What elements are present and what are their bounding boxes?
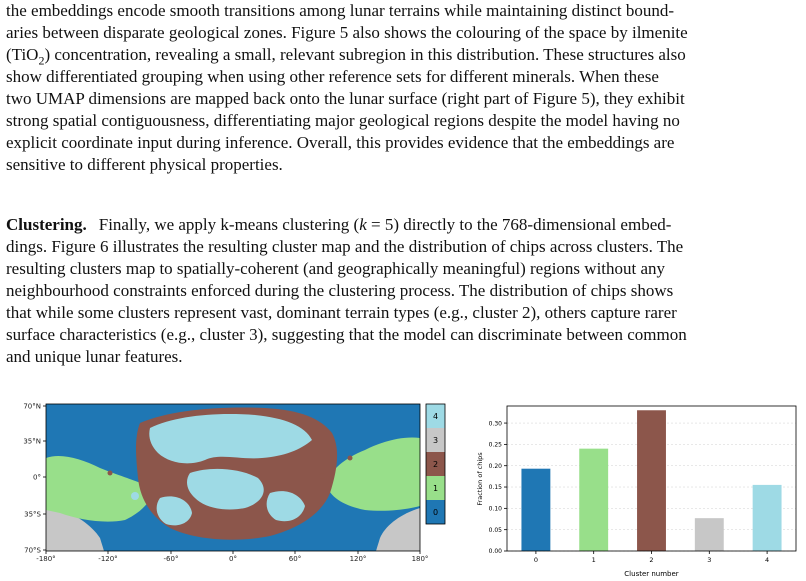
colorbar-label: 1: [432, 484, 439, 493]
lat-tick-label: 70°S: [24, 546, 41, 555]
colorbar-label: 3: [432, 436, 439, 445]
y-tick-label: 0.30: [488, 420, 502, 428]
text-line: show differentiated grouping when using other reference sets for different minerals. When these: [6, 67, 659, 86]
cluster-map: [46, 404, 420, 551]
lat-tick-label: 0°: [33, 473, 41, 482]
paragraph-clustering: [6, 214, 798, 368]
x-tick-label: 3: [707, 556, 712, 564]
text-line: explicit coordinate input during inference. Overall, this provides evidence that the embeddings are: [6, 133, 675, 152]
colorbar-label: 0: [432, 508, 439, 517]
x-tick-label: 2: [649, 556, 654, 564]
x-tick-label: 0: [533, 556, 538, 564]
lon-tick-label: 60°: [288, 555, 302, 563]
tio2-subscript: 2: [38, 53, 45, 68]
y-tick-label: 0.10: [488, 505, 502, 513]
y-tick-label: 0.00: [488, 548, 502, 556]
text-line: two UMAP dimensions are mapped back onto the lunar surface (right part of Figure 5), they exhibit: [6, 89, 685, 108]
cluster-colorbar: [426, 404, 445, 524]
tio2-prefix: (TiO: [6, 45, 39, 64]
text-line: sensitive to different physical properties.: [6, 155, 283, 174]
y-tick-label: 0.05: [488, 526, 502, 534]
text-line: aries between disparate geological zones. Figure 5 also shows the colouring of the space by ilmenite: [6, 23, 688, 42]
y-axis-label: Fraction of chips: [476, 452, 484, 506]
bar-cluster-4: [753, 485, 782, 551]
text-fragment: ) concentration, revealing a small, relevant subregion in this distribution. These structures also: [44, 45, 686, 64]
lon-axis: [36, 551, 428, 563]
crater-patch: [108, 471, 113, 476]
text-line: dings. Figure 6 illustrates the resulting cluster map and the distribution of chips across clusters. The: [6, 237, 684, 256]
math-k: k: [359, 215, 367, 234]
clustering-heading: Clustering.: [6, 215, 87, 234]
lon-tick-label: -180°: [36, 555, 56, 563]
lon-tick-label: 120°: [349, 555, 367, 563]
cluster-distribution-chart: [472, 398, 806, 581]
bar-cluster-0: [521, 469, 550, 551]
y-tick-label: 0.25: [488, 441, 502, 449]
lon-tick-label: -120°: [98, 555, 118, 563]
text-line: and unique lunar features.: [6, 347, 183, 366]
crater-patch: [131, 492, 139, 500]
lat-axis: [23, 403, 46, 555]
text-line: [6, 214, 798, 236]
bar-cluster-3: [695, 518, 724, 551]
crater-patch: [319, 473, 325, 479]
text-fragment: Finally, we apply k-means clustering (: [98, 215, 360, 234]
x-axis-label: Cluster number: [624, 570, 679, 578]
text-line: the embeddings encode smooth transitions among lunar terrains while maintaining distinct bound-: [6, 1, 675, 20]
lat-tick-label: 35°S: [24, 510, 41, 519]
y-axis: [489, 420, 507, 555]
text-line: that while some clusters represent vast, dominant terrain types (e.g., cluster 2), others capture rarer: [6, 303, 677, 322]
crater-patch: [348, 456, 353, 461]
lon-tick-label: -60°: [163, 555, 179, 563]
text-line: surface characteristics (e.g., cluster 3), suggesting that the model can discriminate between common: [6, 325, 687, 344]
colorbar-label: 4: [432, 412, 439, 421]
lon-tick-label: 0°: [229, 555, 237, 563]
text-fragment: = 5) directly to the 768-dimensional embed-: [366, 215, 672, 234]
x-axis: [534, 551, 769, 564]
bar-cluster-2: [637, 410, 666, 551]
paragraph-embeddings: [6, 0, 798, 176]
x-tick-label: 4: [765, 556, 770, 564]
x-tick-label: 1: [591, 556, 596, 564]
text-line: [6, 44, 798, 66]
bar-cluster-1: [579, 449, 608, 551]
cluster-map-figure: [0, 398, 450, 581]
y-tick-label: 0.15: [488, 484, 502, 492]
text-line: neighbourhood constraints enforced during the clustering process. The distribution of chips shows: [6, 281, 674, 300]
lat-tick-label: 35°N: [23, 437, 41, 446]
colorbar-label: 2: [432, 460, 439, 469]
text-line: resulting clusters map to spatially-coherent (and geographically meaningful) regions without any: [6, 259, 666, 278]
lat-tick-label: 70°N: [23, 402, 41, 411]
text-line: strong spatial contiguousness, differentiating major geological regions despite the model having no: [6, 111, 680, 130]
y-tick-label: 0.20: [488, 462, 502, 470]
lon-tick-label: 180°: [411, 555, 429, 563]
